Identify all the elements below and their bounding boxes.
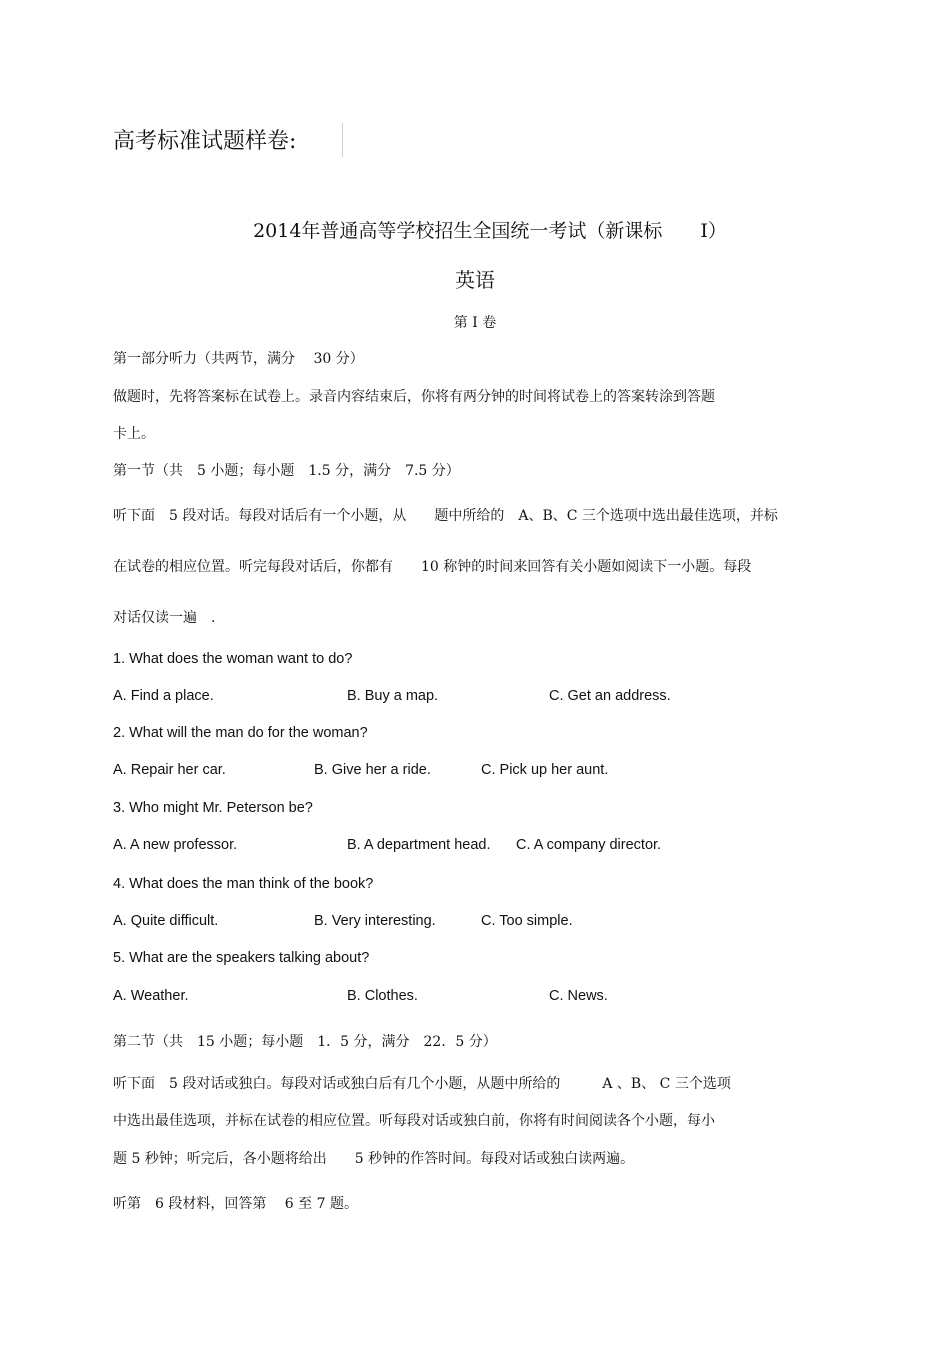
part1-instruction-line: 卡上。 — [113, 426, 155, 442]
question-stem: 3. Who might Mr. Peterson be? — [113, 800, 313, 816]
option-b: B. Clothes. — [347, 988, 418, 1004]
section2-instruction-line: 中选出最佳选项，并标在试卷的相应位置。听每段对话或独白前，你将有时间阅读各个小题，每小 — [113, 1113, 715, 1129]
option-a: A. Find a place. — [113, 688, 214, 704]
option-c: C. Too simple. — [481, 913, 573, 929]
section1-instruction-line: 听下面 5 段对话。每段对话后有一个小题，从 题中所给的 A、B、C 三个选项中选出最佳选项，并标 — [113, 508, 778, 524]
section1-heading: 第一节（共 5 小题；每小题 1.5 分，满分 7.5 分） — [113, 463, 460, 479]
banner-title: 高考标准试题样卷: — [113, 129, 297, 154]
question-stem: 1. What does the woman want to do? — [113, 651, 353, 667]
option-a: A. A new professor. — [113, 837, 238, 853]
section2-instruction-line: 听下面 5 段对话或独白。每段对话或独白后有几个小题，从题中所给的 A 、B、 C 三个选项 — [113, 1076, 731, 1092]
option-c: C. Get an address. — [549, 688, 671, 704]
question-stem: 5. What are the speakers talking about? — [113, 950, 370, 966]
option-c: C. News. — [549, 988, 608, 1004]
section2-heading: 第二节（共 15 小题；每小题 1．5 分，满分 22．5 分） — [113, 1034, 497, 1050]
text-cursor-divider — [342, 123, 343, 157]
volume-label: 第 Ⅰ 卷 — [453, 315, 497, 331]
section2-instruction-line: 题 5 秒钟；听完后，各小题将给出 5 秒钟的作答时间。每段对话或独白读两遍。 — [113, 1151, 635, 1167]
exam-title: 2014年普通高等学校招生全国统一考试（新课标 Ⅰ） — [253, 220, 727, 242]
section1-instruction-line: 在试卷的相应位置。听完每段对话后，你都有 10 称钟的时间来回答有关小题如阅读下一小题。每段 — [113, 559, 752, 575]
option-b: B. Very interesting. — [314, 913, 436, 929]
option-c: C. A company director. — [516, 837, 662, 853]
option-c: C. Pick up her aunt. — [481, 762, 609, 778]
option-a: A. Quite difficult. — [113, 913, 219, 929]
section1-instruction-line: 对话仅读一遍 . — [113, 610, 216, 626]
option-b: B. A department head. — [347, 837, 491, 853]
option-b: B. Give her a ride. — [314, 762, 431, 778]
option-a: A. Repair her car. — [113, 762, 226, 778]
question-stem: 4. What does the man think of the book? — [113, 876, 374, 892]
part1-instruction-line: 做题时，先将答案标在试卷上。录音内容结束后，你将有两分钟的时间将试卷上的答案转涂到答题 — [113, 389, 715, 405]
section2-material-line: 听第 6 段材料，回答第 6 至 7 题。 — [113, 1196, 358, 1212]
option-b: B. Buy a map. — [347, 688, 439, 704]
option-a: A. Weather. — [113, 988, 189, 1004]
part1-heading: 第一部分听力（共两节，满分 30 分） — [113, 351, 364, 367]
subject-title: 英语 — [455, 268, 495, 292]
question-stem: 2. What will the man do for the woman? — [113, 725, 368, 741]
